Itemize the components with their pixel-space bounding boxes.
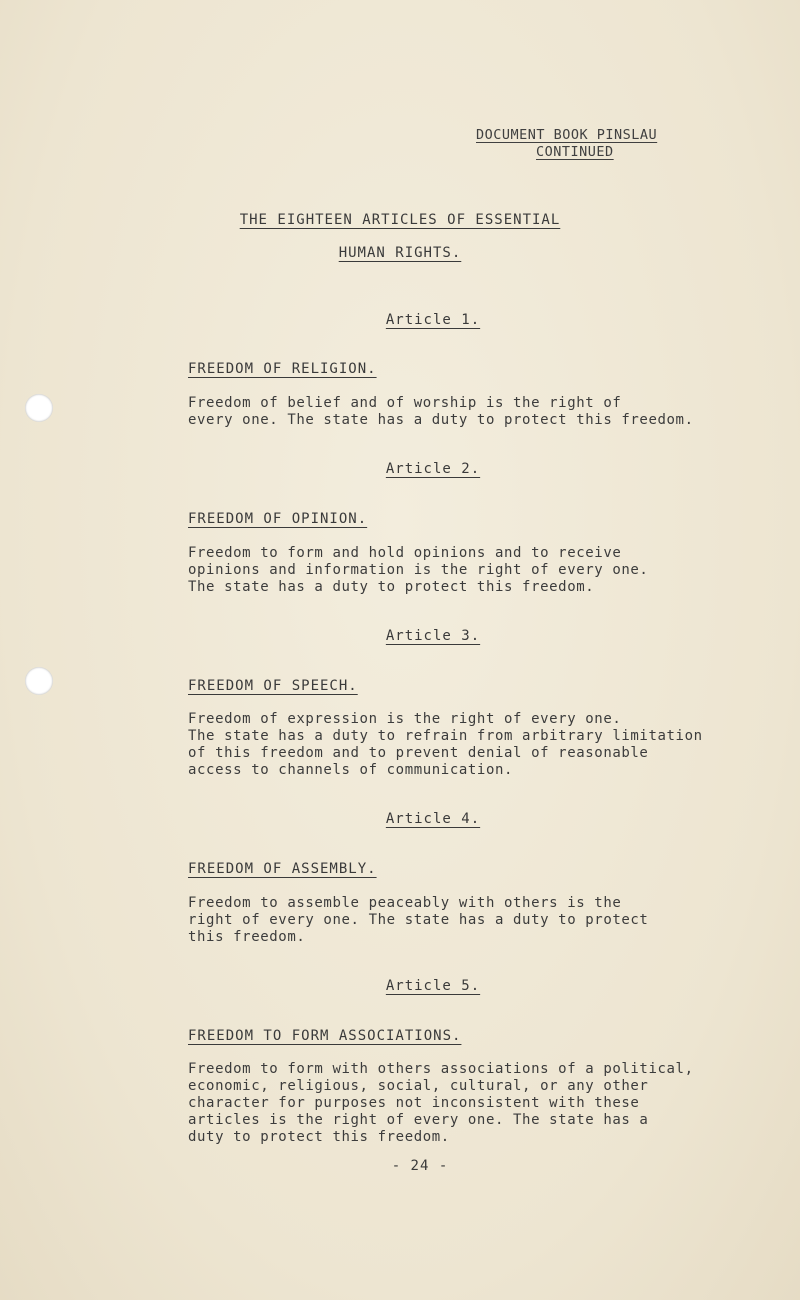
text-line: The state has a duty to protect this freedom. xyxy=(188,579,595,595)
page-number: - 24 - xyxy=(391,1158,449,1174)
text-line: Freedom to form and hold opinions and to receive xyxy=(188,545,622,561)
title-line-1: THE EIGHTEEN ARTICLES OF ESSENTIAL xyxy=(239,212,561,228)
text-line: Freedom of belief and of worship is the right of xyxy=(188,395,622,411)
article-5-heading xyxy=(0,978,800,994)
text-line: articles is the right of every one. The state has a xyxy=(188,1112,649,1128)
article-label: Article 3. xyxy=(385,628,481,644)
article-label: Article 5. xyxy=(385,978,481,994)
text-line: access to channels of communication. xyxy=(188,762,514,778)
article-label: Article 4. xyxy=(385,811,481,827)
text-line: opinions and information is the right of every one. xyxy=(188,562,649,578)
punch-hole xyxy=(25,667,53,695)
article-5-text xyxy=(188,1061,694,1146)
text-line: Freedom to form with others associations of a political, xyxy=(188,1061,694,1077)
text-line: of this freedom and to prevent denial of reasonable xyxy=(188,745,649,761)
document-book-header: DOCUMENT BOOK PINSLAU xyxy=(476,127,658,143)
article-2-section: FREEDOM OF OPINION. xyxy=(188,511,368,527)
article-1-section: FREEDOM OF RELIGION. xyxy=(188,361,377,377)
text-line: every one. The state has a duty to protect this freedom. xyxy=(188,412,694,428)
continued-label: CONTINUED xyxy=(536,144,614,160)
article-3-section: FREEDOM OF SPEECH. xyxy=(188,678,358,694)
article-1-text xyxy=(188,395,694,429)
text-line: The state has a duty to refrain from arbitrary limitation xyxy=(188,728,703,744)
document-title xyxy=(0,212,800,228)
article-1-heading xyxy=(0,312,800,328)
article-3-heading xyxy=(0,628,800,644)
title-line-2: HUMAN RIGHTS. xyxy=(338,245,462,261)
text-line: Freedom to assemble peaceably with others is the xyxy=(188,895,622,911)
text-line: character for purposes not inconsistent with these xyxy=(188,1095,640,1111)
article-4-heading xyxy=(0,811,800,827)
article-2-text xyxy=(188,545,648,596)
article-2-heading xyxy=(0,461,800,477)
article-3-text xyxy=(188,711,703,779)
text-line: Freedom of expression is the right of every one. xyxy=(188,711,622,727)
text-line: duty to protect this freedom. xyxy=(188,1129,450,1145)
article-label: Article 1. xyxy=(385,312,481,328)
article-4-section: FREEDOM OF ASSEMBLY. xyxy=(188,861,377,877)
article-5-section: FREEDOM TO FORM ASSOCIATIONS. xyxy=(188,1028,462,1044)
article-4-text xyxy=(188,895,648,946)
text-line: right of every one. The state has a duty to protect xyxy=(188,912,649,928)
text-line: economic, religious, social, cultural, or any other xyxy=(188,1078,649,1094)
document-title-cont xyxy=(0,245,800,261)
punch-hole xyxy=(25,394,53,422)
text-line: this freedom. xyxy=(188,929,306,945)
article-label: Article 2. xyxy=(385,461,481,477)
